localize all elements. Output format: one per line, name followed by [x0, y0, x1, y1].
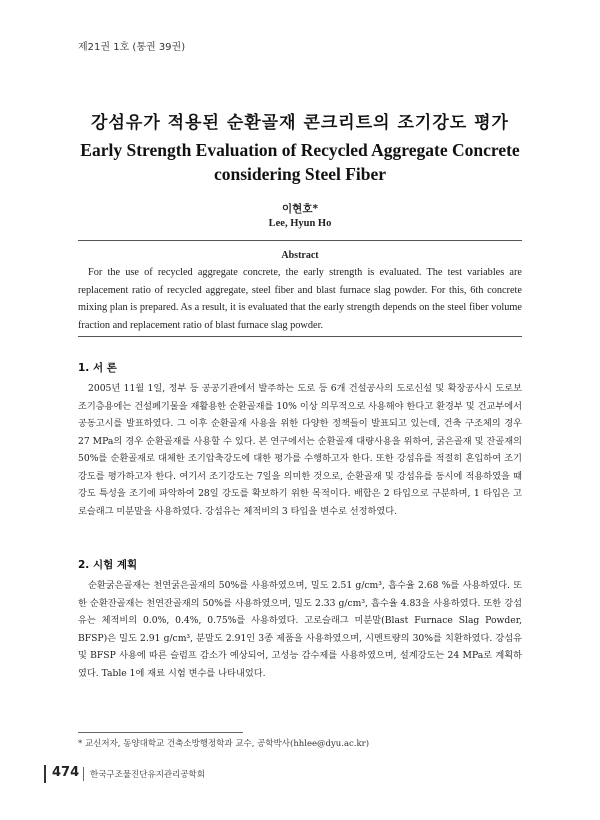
- section-paragraph-test-plan: 순환굵은골재는 천연굵은골재의 50%를 사용하였으며, 밀도 2.51 g/cm³, 흡수율 2.68 %를 사용하였다. 또한 순환잔골재는 천연잔골재의 50%를 사용하였으며, 밀도 2.33 g/cm³, 흡수율 4.83을 사용하였다. 또한 강섬유는 체적비의 0.0%, 0.4%, 0.75%를 사용하였다. 고로슬래그 미분말(Blast Furnace Slag Powder, BFSP)은 밀도 2.91 g/cm³, 분말도 2.91인 3종 제품을 사용하였으며, 시멘트량의 30%를 치환하였다. 강섬유 및 BFSP 사용에 따른 슬럼프 감소가 예상되어, 고성능 감수제를 사용하였으며, 설계강도는 24 MPa로 계획하였다. Table 1에 재료 시험 변수를 나타내었다.: [78, 580, 522, 679]
- abstract-text: For the use of recycled aggregate concrete, the early strength is evaluated. The test variables are replacement ratio of recycled aggregate, steel fiber and blast furnace slag powder. For this, 6th concrete mixing plan is prepared. As a result, it is evaluated that the early strength depends on the steel fiber volume fraction and replacement ratio of blast furnace slag powder.: [78, 267, 522, 331]
- abstract-bottom-rule: [78, 336, 522, 337]
- section-title-introduction: 1. 서 론: [78, 362, 117, 374]
- author-english: Lee, Hyun Ho: [268, 218, 332, 229]
- abstract-top-rule: [78, 240, 522, 241]
- author-korean: 이현호*: [282, 203, 318, 215]
- journal-name: 한국구조물진단유지관리공학회: [90, 770, 205, 780]
- footer-separator: [83, 767, 84, 781]
- footer-bar: [44, 765, 46, 783]
- abstract-heading: Abstract: [281, 250, 319, 261]
- section-title-test-plan: 2. 시험 계획: [78, 559, 138, 571]
- title-english: Early Strength Evaluation of Recycled Aggregate Concrete considering Steel Fiber: [80, 140, 520, 184]
- running-head: 제21권 1호 (통권 39권): [78, 42, 186, 53]
- title-korean: 강섬유가 적용된 순환골재 콘크리트의 조기강도 평가: [91, 113, 509, 133]
- footnote: * 교신저자, 동양대학교 건축소방행정학과 교수, 공학박사(hhlee@dyu.ac.kr): [78, 739, 370, 749]
- page-number: 474: [52, 765, 80, 780]
- section-paragraph-introduction: 2005년 11월 1일, 정부 등 공공기관에서 발주하는 도로 등 6개 건설공사의 도로신설 및 확장공사시 도로보조기층용에는 건설폐기물을 재활용한 순환골재를 10% 이상 의무적으로 사용해야 한다고 환경부 및 건교부에서 공동고시를 발표하였다. 그 이후 순환골재 사용을 위한 다양한 정책들이 발표되고 있는데, 건축 구조체의 경우 27 MPa의 경우 순환골재를 사용할 수 있다. 본 연구에서는 순환골재 대량사용을 위하여, 굵은골재 및 잔골재의 50%를 순환골재로 대체한 조기압축강도에 대한 평가를 수행하고자 한다. 또한 강섬유를 적절히 혼입하여 조기강도를 평가하고자 한다. 여기서 조기강도는 7일을 의미한 것으로, 순환골재 및 강섬유를 동시에 적용하였을 때 강도 특성을 조기에 파악하여 28일 강도를 확보하기 위한 목적이다. 배합은 2 타입으로 구분하며, 1 타입은 고로슬래그 미분말을 사용하였다. 강섬유는 체적비의 3 타입을 변수로 선정하였다.: [78, 383, 522, 517]
- footnote-rule: [78, 732, 243, 733]
